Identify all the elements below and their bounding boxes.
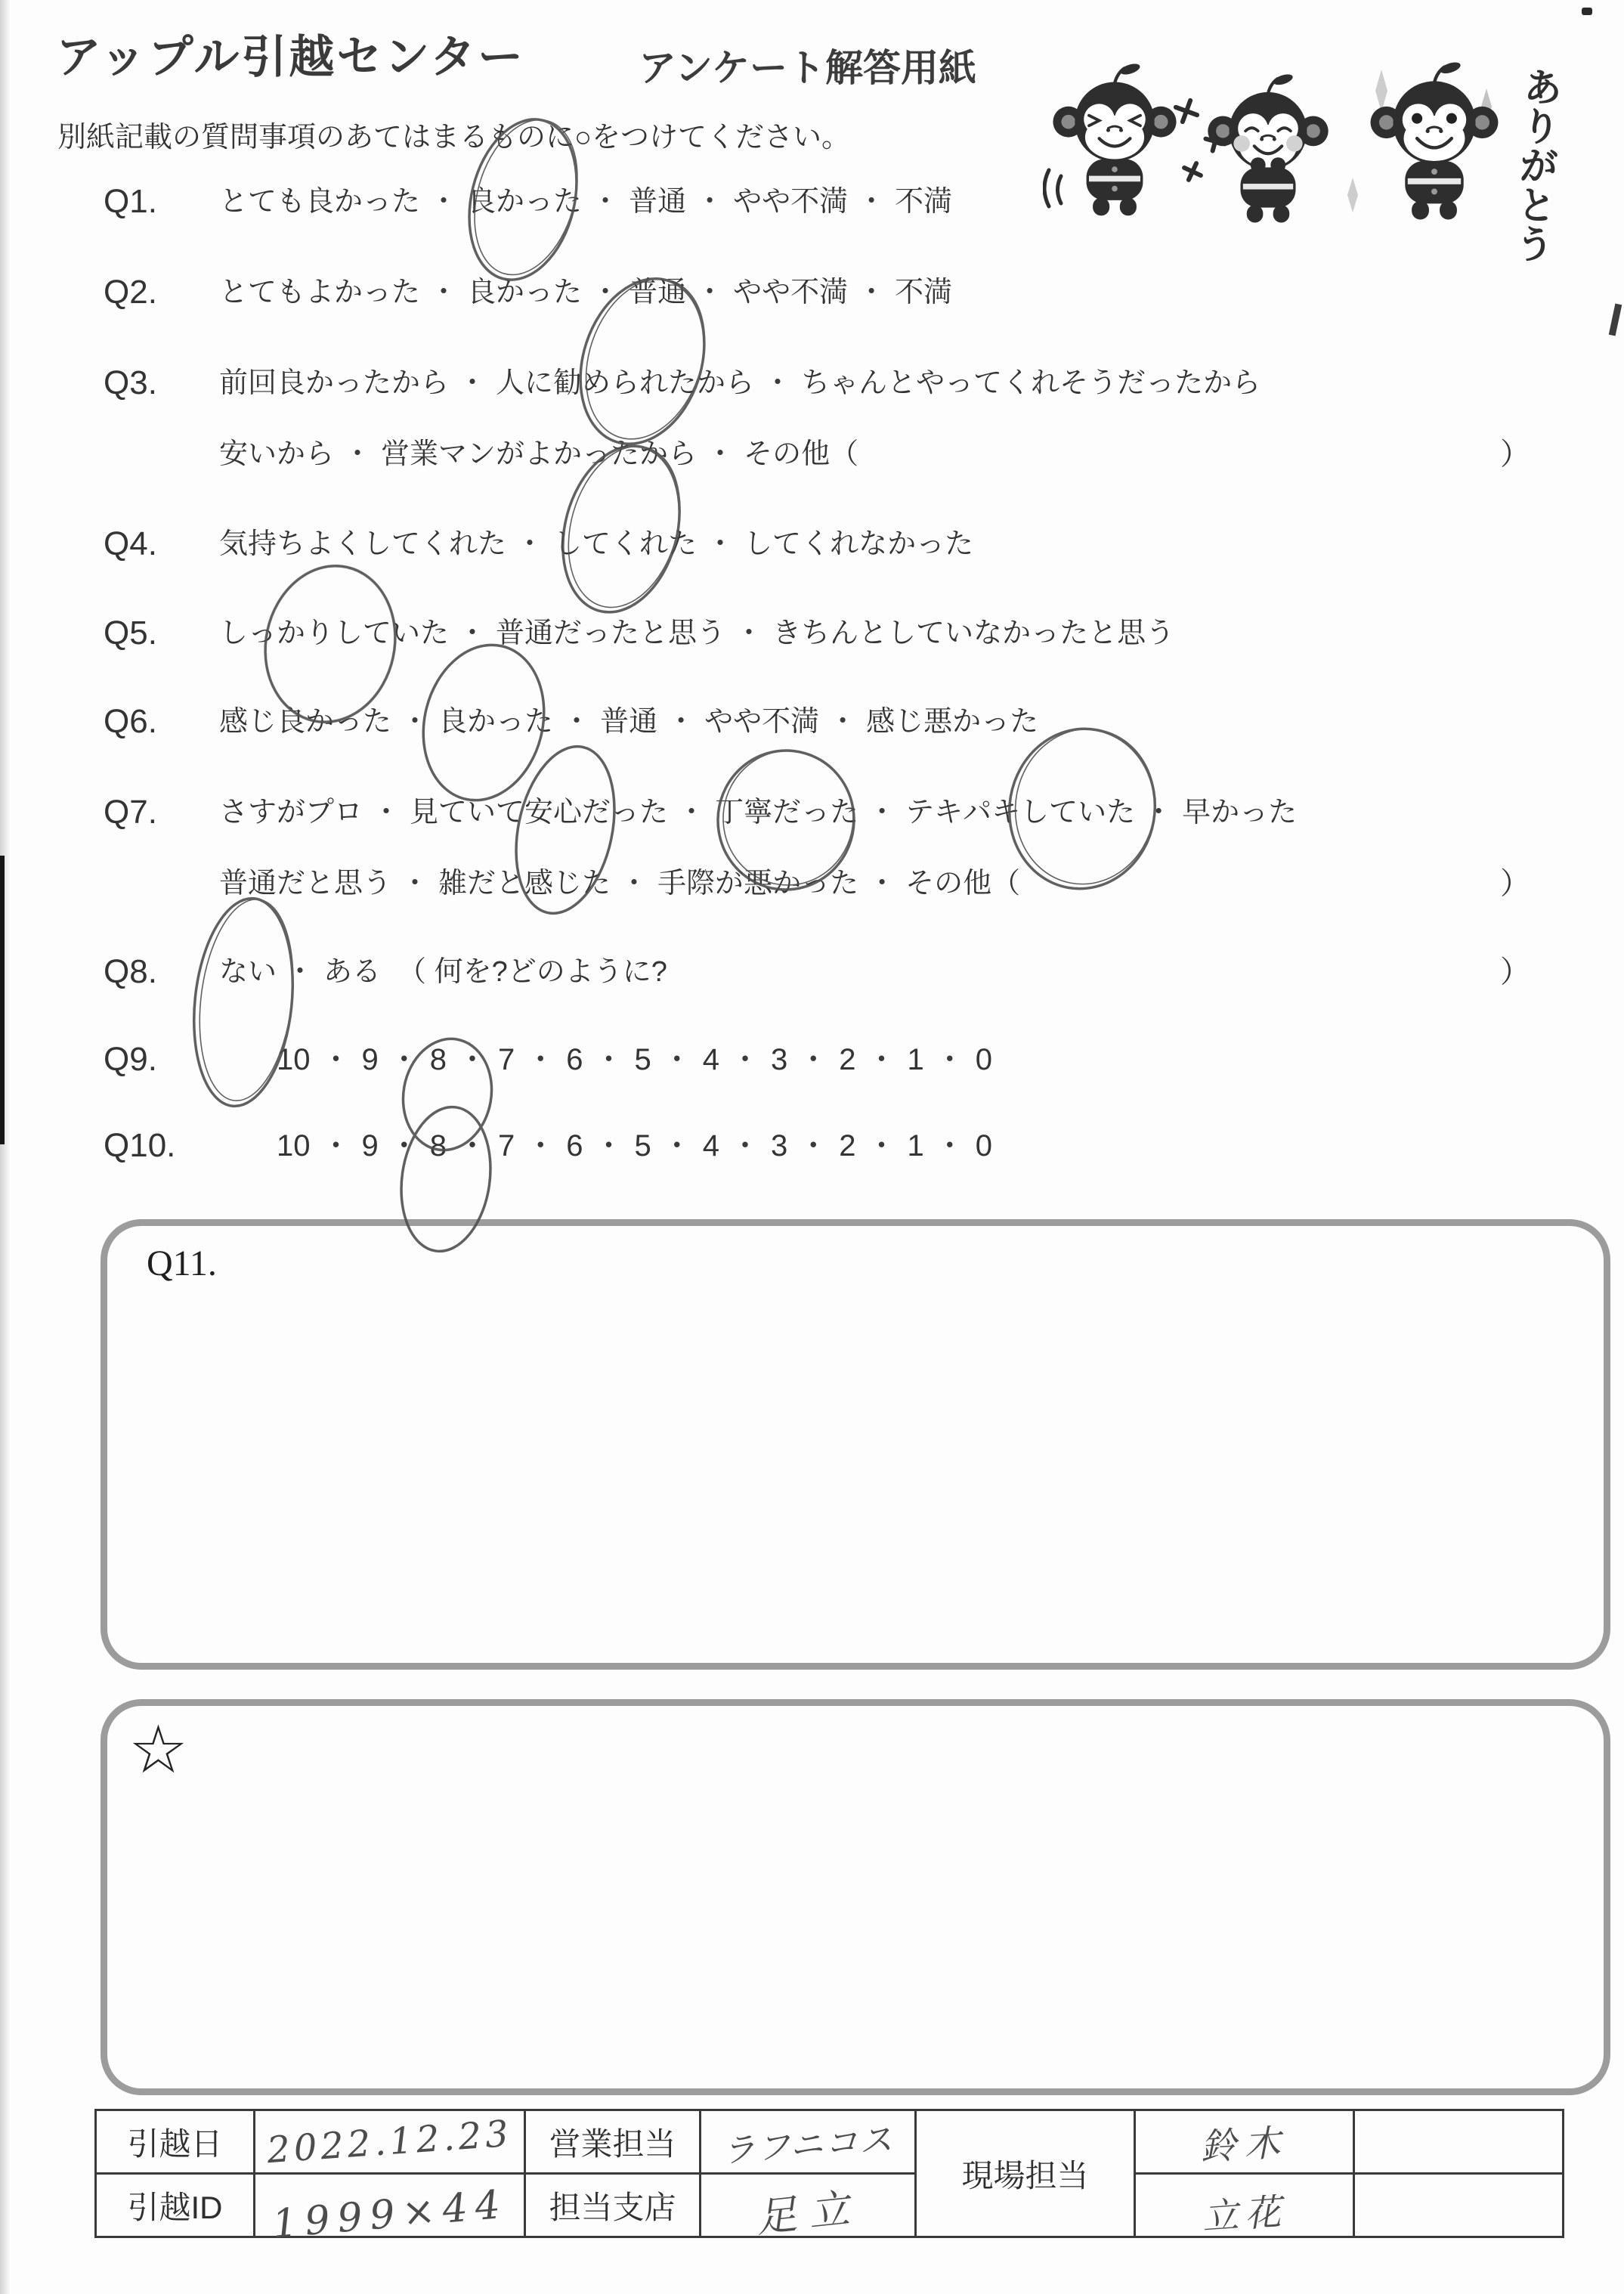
- rating-scale-row: [277, 1128, 992, 1164]
- option-q9-6: 4: [702, 1043, 719, 1076]
- option-separator: ・: [525, 1043, 556, 1076]
- option-separator: ・: [798, 1129, 829, 1162]
- option-separator: ・: [388, 1129, 419, 1162]
- option-q1-0: とても良かった: [219, 186, 421, 218]
- q11-label: Q11.: [147, 1243, 217, 1283]
- option-separator: ・: [866, 1043, 897, 1076]
- instruction-text: 別紙記載の質問事項のあてはまるものに○をつけてください。: [57, 122, 850, 153]
- option-separator: ・: [934, 1043, 965, 1076]
- option-separator: ・: [706, 528, 735, 560]
- close-paren: ）: [1500, 438, 1530, 471]
- option-q1-4: 不満: [895, 186, 953, 218]
- option-separator: ・: [429, 186, 459, 218]
- option-q2-3: やや不満: [733, 277, 849, 308]
- option-separator: ・: [320, 1043, 351, 1076]
- option-separator: ・: [343, 438, 373, 470]
- option-q3-0: 前回良かったから: [219, 367, 450, 399]
- option-q7-1: 雑だと感じた: [438, 868, 611, 899]
- option-row: [219, 365, 1261, 401]
- option-q6-2: 普通: [600, 706, 658, 738]
- footer-table: [94, 2109, 1564, 2247]
- option-q7-3-circled: テキパキしていた: [905, 797, 1136, 828]
- question-label: Q9.: [104, 1041, 157, 1078]
- option-separator: ・: [620, 868, 649, 899]
- option-separator: ・: [730, 1129, 760, 1162]
- option-row: [219, 794, 1297, 831]
- option-q9-0: 10: [277, 1043, 311, 1076]
- option-separator: ・: [372, 797, 401, 828]
- option-q2-1: 良かった: [467, 277, 583, 308]
- empty-cell: [1354, 2110, 1564, 2174]
- option-q3-2: ちゃんとやってくれそうだったから: [801, 367, 1261, 399]
- option-q10-6: 4: [702, 1129, 719, 1162]
- option-separator: ・: [828, 706, 858, 738]
- question-q10: [0, 1128, 1624, 1167]
- option-separator: ・: [286, 956, 315, 988]
- option-q10-1: 9: [361, 1129, 379, 1162]
- option-q3-1: 営業マンがよかったから: [381, 438, 698, 470]
- option-q7-2: 手際が悪かった: [657, 868, 859, 899]
- option-q9-4: 6: [566, 1043, 583, 1076]
- move-date-label: 引越日: [96, 2110, 255, 2174]
- option-separator: ・: [593, 1129, 624, 1162]
- option-row: [219, 184, 952, 220]
- option-q10-5: 5: [634, 1129, 651, 1162]
- question-q4: [0, 526, 1624, 565]
- option-q8-0-circled: ない: [219, 956, 277, 988]
- q11-comment-box: [101, 1219, 1610, 1670]
- option-q1-3: やや不満: [733, 186, 849, 218]
- option-separator: ・: [667, 706, 696, 738]
- question-label: Q3.: [104, 364, 157, 401]
- question-q8: [0, 954, 1624, 993]
- option-separator: ・: [457, 1043, 487, 1076]
- option-q10-7: 3: [771, 1129, 788, 1162]
- option-q5-2: きちんとしていなかったと思う: [772, 618, 1175, 649]
- option-q2-0: とてもよかった: [219, 277, 421, 308]
- option-separator: ・: [1144, 797, 1174, 828]
- option-q3-0: 安いから: [219, 438, 335, 470]
- option-q4-0: 気持ちよくしてくれた: [219, 528, 507, 560]
- option-separator: ・: [591, 186, 620, 218]
- option-separator: ・: [458, 618, 487, 649]
- option-q9-2-circled: 8: [429, 1043, 447, 1076]
- page-subtitle: アンケート解答用紙: [639, 47, 976, 89]
- thanks-calligraphy-text: ありがとう: [1507, 65, 1564, 265]
- question-label: Q8.: [104, 953, 157, 990]
- option-separator: ・: [866, 1129, 897, 1162]
- scan-artifact-dot: [1582, 8, 1592, 15]
- open-paren-prompt: （ 何を?どのように?: [397, 956, 667, 988]
- move-id-value: 1999×44: [255, 2174, 525, 2237]
- branch-value: 足立: [701, 2174, 916, 2237]
- site-rep-value-2: 立花: [1135, 2174, 1354, 2237]
- option-q3-2: その他（: [744, 438, 859, 470]
- option-row: [219, 954, 1530, 990]
- option-separator: ・: [591, 277, 620, 308]
- question-label: Q7.: [104, 794, 157, 831]
- option-separator: ・: [763, 367, 793, 399]
- option-separator: ・: [515, 528, 545, 560]
- option-separator: ・: [868, 797, 897, 828]
- question-q2: [0, 274, 1624, 314]
- option-q9-10: 0: [975, 1043, 992, 1076]
- option-separator: ・: [857, 186, 886, 218]
- option-q4-2: してくれなかった: [744, 528, 974, 560]
- question-q9: [0, 1042, 1624, 1081]
- option-separator: ・: [458, 367, 487, 399]
- option-q6-0: 感じ良かった: [219, 706, 392, 738]
- sales-rep-label: 営業担当: [525, 2110, 701, 2174]
- question-label: Q2.: [104, 274, 157, 311]
- table-row: [96, 2110, 1564, 2174]
- site-rep-value-1: 鈴木: [1135, 2110, 1354, 2174]
- option-q7-1-circled: 見ていて安心だった: [410, 797, 669, 828]
- option-q10-2-circled: 8: [429, 1129, 447, 1162]
- option-separator: ・: [401, 706, 430, 738]
- branch-label: 担当支店: [525, 2174, 701, 2237]
- rating-scale-row: [277, 1042, 992, 1078]
- question-label: Q6.: [104, 703, 157, 740]
- option-separator: ・: [661, 1129, 692, 1162]
- option-q5-0-circled: しっかりしていた: [219, 618, 450, 649]
- option-row: [219, 704, 1038, 740]
- option-q9-5: 5: [634, 1043, 651, 1076]
- option-q10-8: 2: [839, 1129, 856, 1162]
- question-label: Q1.: [104, 183, 157, 220]
- option-q2-4: 不満: [895, 277, 953, 308]
- option-separator: ・: [661, 1043, 692, 1076]
- option-separator: ・: [868, 868, 897, 899]
- option-q10-3: 7: [498, 1129, 515, 1162]
- close-paren: ）: [1500, 867, 1530, 900]
- option-q7-4: 早かった: [1182, 797, 1298, 828]
- option-separator: ・: [320, 1129, 351, 1162]
- option-separator: ・: [735, 618, 764, 649]
- option-separator: ・: [695, 186, 725, 218]
- question-label: Q5.: [104, 615, 157, 652]
- option-separator: ・: [429, 277, 459, 308]
- option-row: [219, 615, 1174, 652]
- option-q2-2-circled: 普通: [629, 277, 687, 308]
- option-q10-4: 6: [566, 1129, 583, 1162]
- question-label: Q4.: [104, 525, 157, 562]
- option-q3-1-circled: 人に勧められたから: [496, 367, 755, 399]
- question-q3: [0, 365, 1624, 478]
- option-separator: ・: [593, 1043, 624, 1076]
- sales-rep-value: ラフニコス: [701, 2110, 916, 2174]
- option-separator: ・: [677, 797, 707, 828]
- option-separator: ・: [525, 1129, 556, 1162]
- page-title: アップル引越センター: [56, 32, 525, 82]
- option-q8-1: ある: [323, 956, 382, 988]
- empty-cell: [1354, 2174, 1564, 2237]
- option-q4-1-circled: してくれた: [553, 528, 698, 560]
- option-q10-0: 10: [277, 1129, 311, 1162]
- option-q9-9: 1: [907, 1043, 924, 1076]
- question-q5: [0, 615, 1624, 655]
- star-comment-box: [101, 1699, 1610, 2095]
- question-q6: [0, 704, 1624, 743]
- option-row: [219, 526, 973, 562]
- question-label: Q10.: [104, 1127, 176, 1164]
- question-q1: [0, 184, 1624, 223]
- option-q9-7: 3: [771, 1043, 788, 1076]
- option-q6-3: やや不満: [704, 706, 820, 738]
- option-row: [219, 865, 1530, 902]
- table-row: [96, 2174, 1564, 2237]
- option-q7-2-circled: 丁寧だった: [715, 797, 859, 828]
- move-id-label: 引越ID: [96, 2174, 255, 2237]
- option-separator: ・: [857, 277, 886, 308]
- option-separator: ・: [457, 1129, 487, 1162]
- option-q7-0: さすがプロ: [219, 797, 363, 828]
- star-icon: ☆: [128, 1710, 188, 1788]
- option-separator: ・: [695, 277, 725, 308]
- option-q1-1-circled: 良かった: [467, 186, 583, 218]
- option-q9-1: 9: [361, 1043, 379, 1076]
- site-rep-label: 現場担当: [916, 2110, 1135, 2237]
- option-q6-4: 感じ悪かった: [866, 706, 1039, 738]
- option-separator: ・: [388, 1043, 419, 1076]
- option-q5-1: 普通だったと思う: [496, 618, 726, 649]
- option-q7-3: その他（: [905, 868, 1021, 899]
- move-date-value: 2022.12.23: [255, 2110, 525, 2174]
- option-q10-9: 1: [907, 1129, 924, 1162]
- option-q9-3: 7: [498, 1043, 515, 1076]
- close-paren: ）: [1500, 955, 1530, 989]
- option-row: [219, 274, 952, 311]
- option-separator: ・: [562, 706, 592, 738]
- option-q10-10: 0: [975, 1129, 992, 1162]
- option-q7-0: 普通だと思う: [219, 868, 392, 899]
- option-separator: ・: [401, 868, 430, 899]
- option-q9-8: 2: [839, 1043, 856, 1076]
- option-separator: ・: [934, 1129, 965, 1162]
- question-q7: [0, 794, 1624, 908]
- option-separator: ・: [706, 438, 735, 470]
- option-separator: ・: [730, 1043, 760, 1076]
- option-q1-2: 普通: [629, 186, 687, 218]
- option-q6-1-circled: 良かった: [438, 706, 554, 738]
- option-separator: ・: [798, 1043, 829, 1076]
- option-row: [219, 436, 1530, 472]
